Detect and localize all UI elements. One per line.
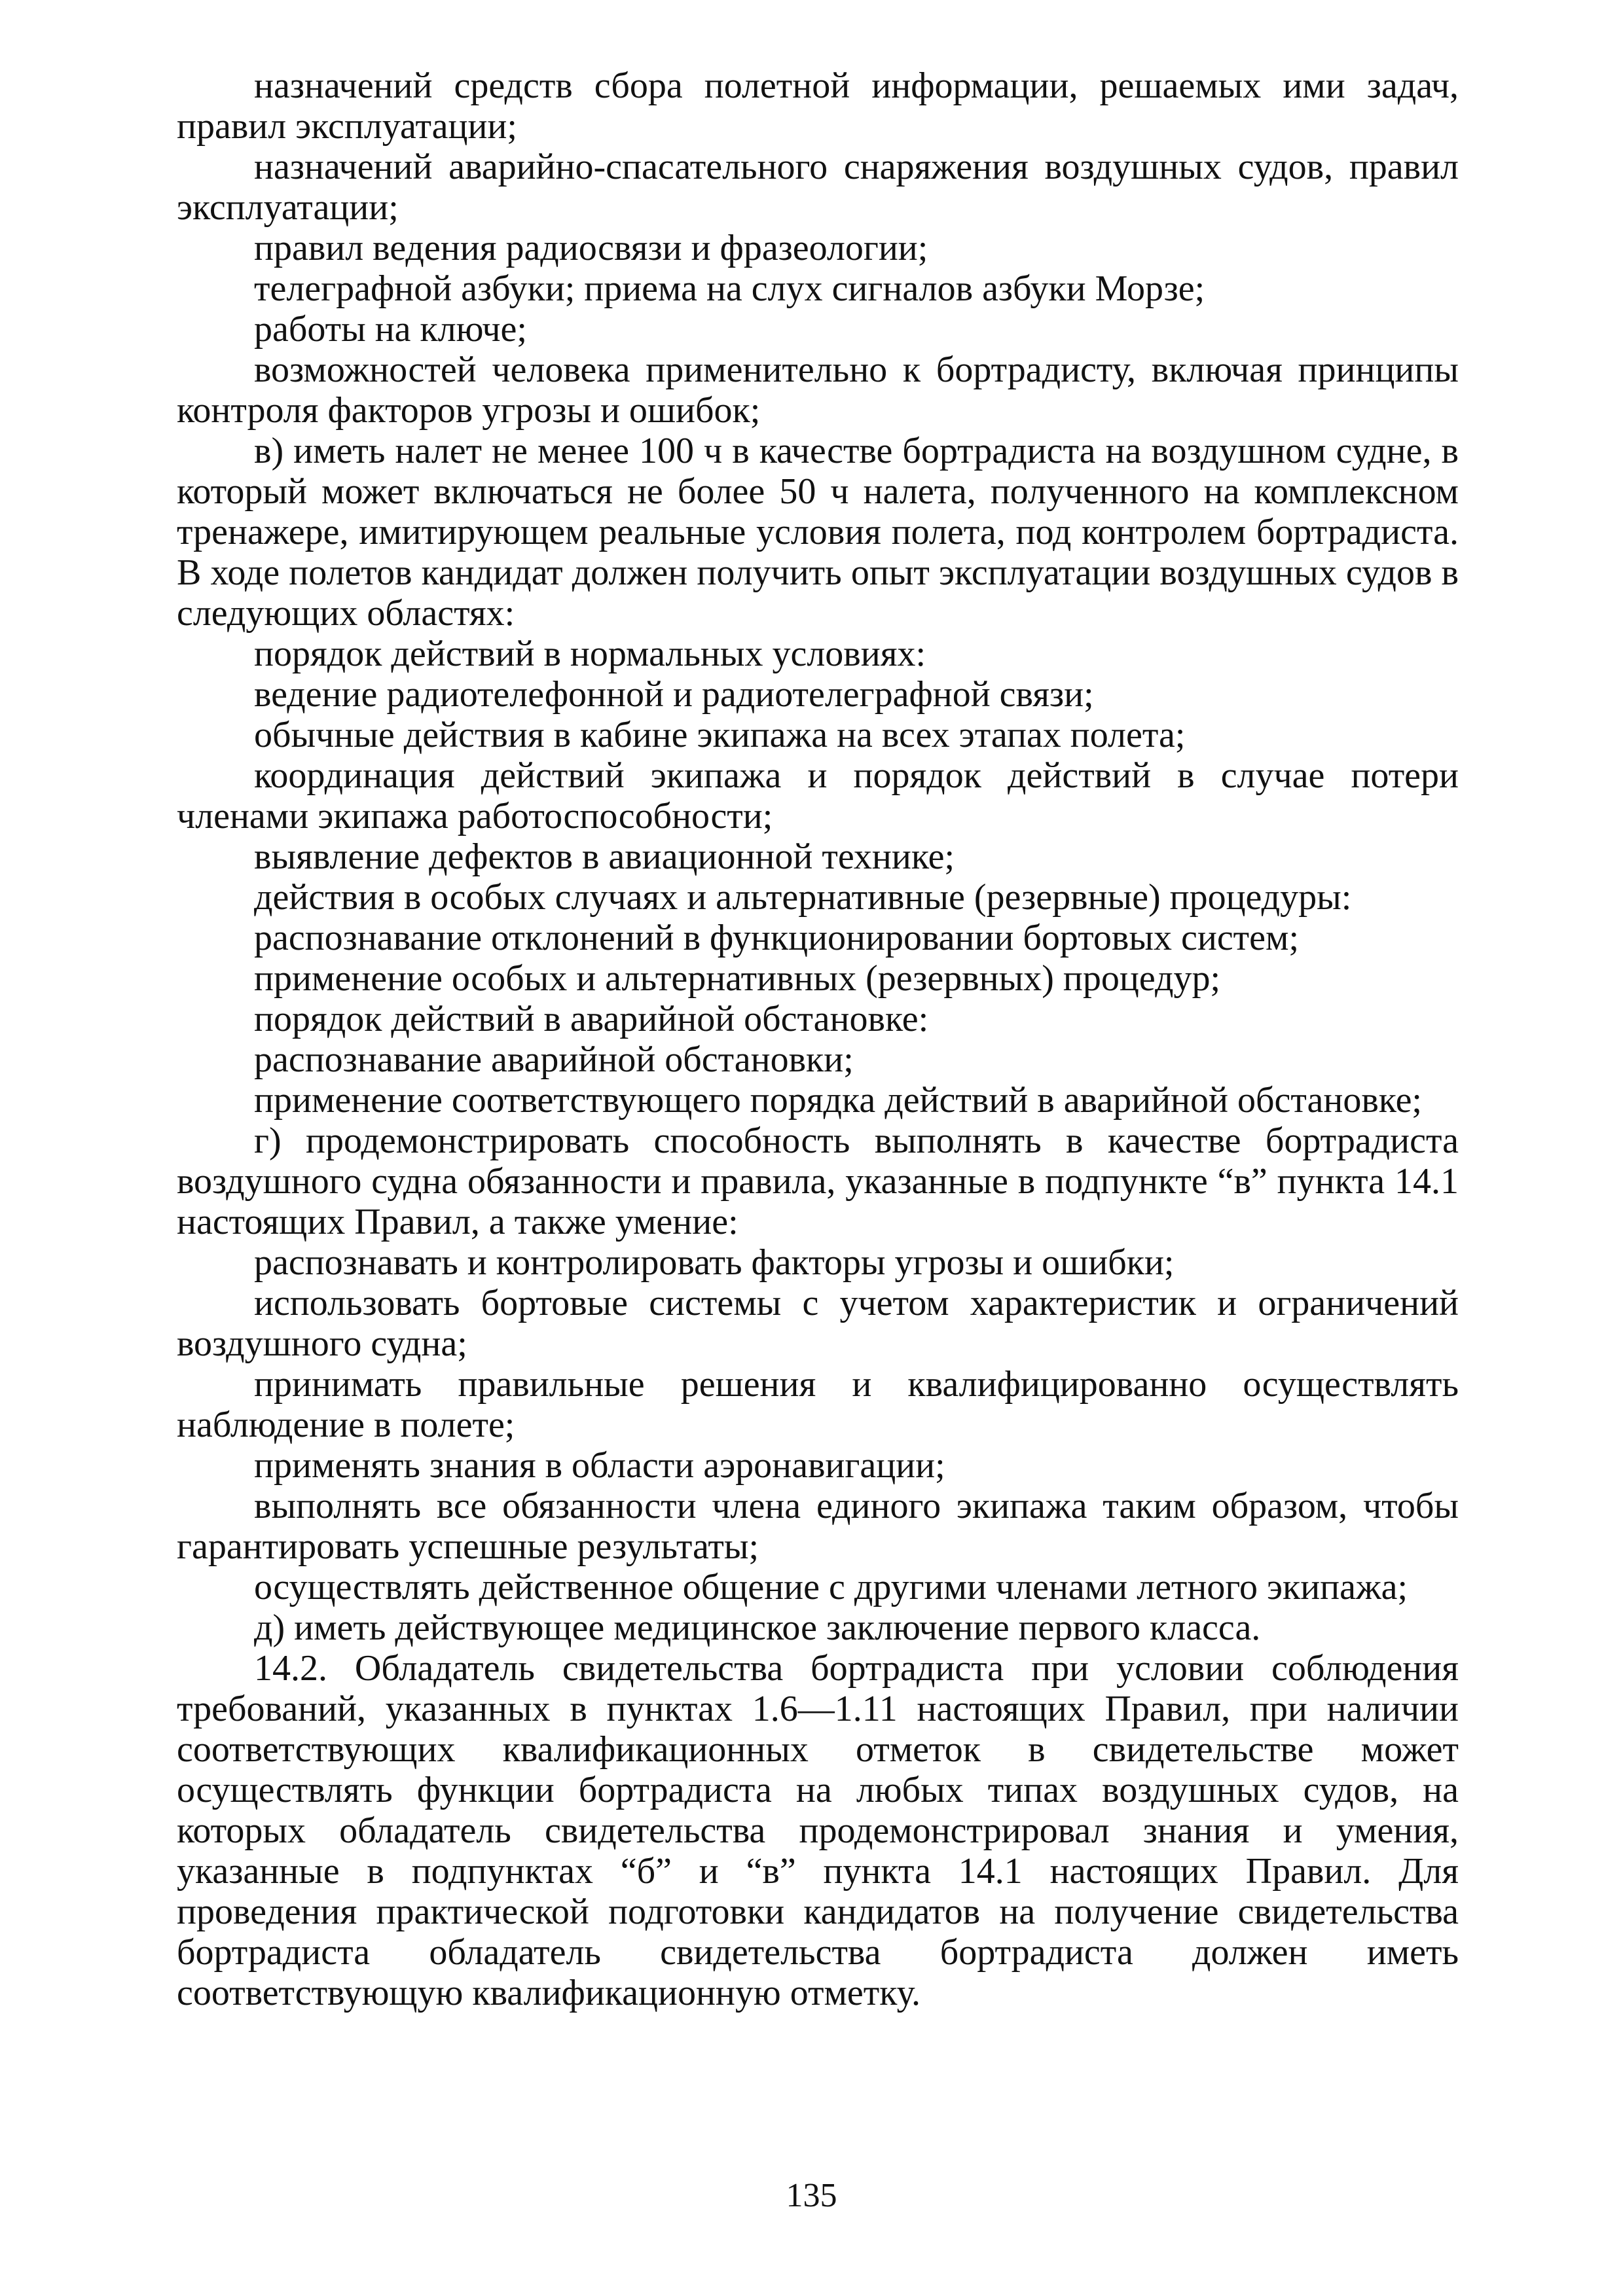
paragraph: выявление дефектов в авиационной технике; xyxy=(254,836,955,877)
page-number: 135 xyxy=(786,2177,837,2214)
paragraph: использовать бортовые системы с учетом характеристик и ограничений воздушного судна; xyxy=(177,1283,1459,1364)
paragraph: в) иметь налет не менее 100 ч в качестве бортрадиста на воздушном судне, в который может включаться не более 50 ч налета, полученного на комплексном тренажере, имитирующем реальные условия полета, под контролем бортрадиста. В ходе полетов кандидат должен получить опыт эксплуатации воздушных судов в следующих областях: xyxy=(177,431,1459,634)
paragraph: распознавание отклонений в функционировании бортовых систем; xyxy=(254,918,1299,958)
paragraph: порядок действий в аварийной обстановке: xyxy=(254,999,929,1039)
paragraph: действия в особых случаях и альтернативные (резервные) процедуры: xyxy=(254,877,1352,918)
paragraph: применение особых и альтернативных (резервных) процедур; xyxy=(254,958,1221,999)
paragraph: работы на ключе; xyxy=(254,309,527,350)
paragraph: назначений средств сбора полетной информации, решаемых ими задач, правил эксплуатации; xyxy=(177,65,1459,147)
paragraph: распознавание аварийной обстановки; xyxy=(254,1039,854,1080)
paragraph: назначений аварийно-спасательного снаряжения воздушных судов, правил эксплуатации; xyxy=(177,147,1459,228)
paragraph: координация действий экипажа и порядок действий в случае потери членами экипажа работоспособности; xyxy=(177,755,1459,836)
paragraph: возможностей человека применительно к бортрадисту, включая принципы контроля факторов угрозы и ошибок; xyxy=(177,350,1459,431)
document-body xyxy=(177,65,1459,2013)
paragraph: распознавать и контролировать факторы угрозы и ошибки; xyxy=(254,1242,1175,1283)
paragraph: телеграфной азбуки; приема на слух сигналов азбуки Морзе; xyxy=(254,268,1205,309)
paragraph: ведение радиотелефонной и радиотелеграфной связи; xyxy=(254,674,1094,715)
paragraph: принимать правильные решения и квалифицированно осуществлять наблюдение в полете; xyxy=(177,1364,1459,1445)
paragraph: правил ведения радиосвязи и фразеологии; xyxy=(254,228,928,268)
document-page xyxy=(177,65,1459,2013)
paragraph: осуществлять действенное общение с другими членами летного экипажа; xyxy=(254,1567,1408,1607)
paragraph: применение соответствующего порядка действий в аварийной обстановке; xyxy=(254,1080,1422,1121)
paragraph: г) продемонстрировать способность выполнять в качестве бортрадиста воздушного судна обязанности и правила, указанные в подпункте “в” пункта 14.1 настоящих Правил, а также умение: xyxy=(177,1121,1459,1242)
paragraph: д) иметь действующее медицинское заключение первого класса. xyxy=(254,1607,1261,1648)
paragraph: применять знания в области аэронавигации; xyxy=(254,1445,945,1486)
paragraph: выполнять все обязанности члена единого экипажа таким образом, чтобы гарантировать успешные результаты; xyxy=(177,1486,1459,1567)
paragraph: порядок действий в нормальных условиях: xyxy=(254,634,926,674)
paragraph: обычные действия в кабине экипажа на всех этапах полета; xyxy=(254,715,1186,755)
paragraph: 14.2. Обладатель свидетельства бортрадиста при условии соблюдения требований, указанных в пунктах 1.6—1.11 настоящих Правил, при наличии соответствующих квалификационных отметок в свидетельстве может осуществлять функции бортрадиста на любых типах воздушных судов, на которых обладатель свидетельства продемонстрировал знания и умения, указанные в подпунктах “б” и “в” пункта 14.1 настоящих Правил. Для проведения практической подготовки кандидатов на получение свидетельства бортрадиста обладатель свидетельства бортрадиста должен иметь соответствующую квалификационную отметку. xyxy=(177,1648,1459,2013)
